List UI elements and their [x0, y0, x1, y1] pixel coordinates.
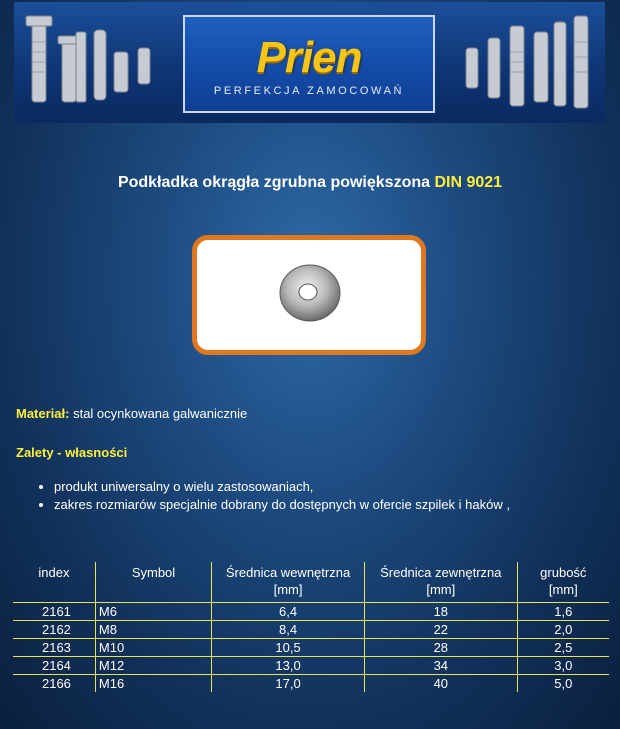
cell-symbol: M12	[95, 657, 211, 675]
cell-symbol: M8	[95, 621, 211, 639]
title-din: DIN 9021	[434, 174, 503, 191]
cell-symbol: M16	[95, 675, 211, 693]
table-row	[13, 675, 609, 693]
cell-outer: 40	[365, 675, 518, 693]
cell-thickness: 2,0	[517, 621, 609, 639]
cell-outer: 22	[365, 621, 518, 639]
list-item: • produkt uniwersalny o wielu zastosowaniach,	[54, 478, 510, 496]
list-item: • zakres rozmiarów specjalnie dobrany do dostępnych w ofercie szpilek i haków ,	[54, 496, 510, 514]
cell-index: 2161	[13, 603, 95, 621]
col-header-thickness: grubość [mm]	[517, 562, 609, 603]
brand-tagline: PERFEKCJA ZAMOCOWAŃ	[213, 85, 405, 97]
col-header-index: index	[13, 562, 95, 603]
cell-inner: 10,5	[212, 639, 365, 657]
col-header-outer-diameter: Średnica zewnętrzna [mm]	[365, 562, 518, 603]
cell-thickness: 5,0	[517, 675, 609, 693]
col-header-symbol: Symbol	[95, 562, 211, 603]
page-title	[0, 174, 620, 192]
advantages-list	[36, 478, 510, 514]
material-line	[16, 406, 247, 421]
cell-thickness: 2,5	[517, 639, 609, 657]
cell-index: 2162	[13, 621, 95, 639]
table-row	[13, 603, 609, 621]
washer-image	[197, 240, 421, 350]
cell-inner: 13,0	[212, 657, 365, 675]
cell-outer: 28	[365, 639, 518, 657]
product-image-frame	[192, 235, 426, 355]
brand-logo-box	[183, 15, 435, 113]
spec-table	[13, 562, 609, 692]
table-row	[13, 657, 609, 675]
cell-index: 2166	[41, 676, 71, 691]
cell-outer: 34	[365, 657, 518, 675]
table-row	[13, 621, 609, 639]
cell-thickness: 3,0	[517, 657, 609, 675]
material-value: stal ocynkowana galwanicznie	[73, 406, 248, 421]
table-row	[13, 639, 609, 657]
col-header-inner-diameter: Średnica wewnętrzna [mm]	[212, 562, 365, 603]
advantages-heading: Zalety - własności	[16, 445, 128, 460]
table-header-row	[13, 562, 609, 603]
header-banner	[14, 2, 605, 123]
title-main: Podkładka okrągła zgrubna powiększona	[117, 174, 431, 191]
cell-symbol: M6	[95, 603, 211, 621]
cell-inner: 6,4	[212, 603, 365, 621]
cell-index: 2163	[13, 639, 95, 657]
cell-symbol: M10	[95, 639, 211, 657]
material-label: Materiał:	[16, 406, 70, 421]
cell-inner: 8,4	[212, 621, 365, 639]
brand-logo: Prien	[256, 33, 362, 82]
cell-index: 2164	[13, 657, 95, 675]
cell-thickness: 1,6	[517, 603, 609, 621]
cell-inner: 17,0	[212, 675, 365, 693]
cell-outer: 18	[365, 603, 518, 621]
